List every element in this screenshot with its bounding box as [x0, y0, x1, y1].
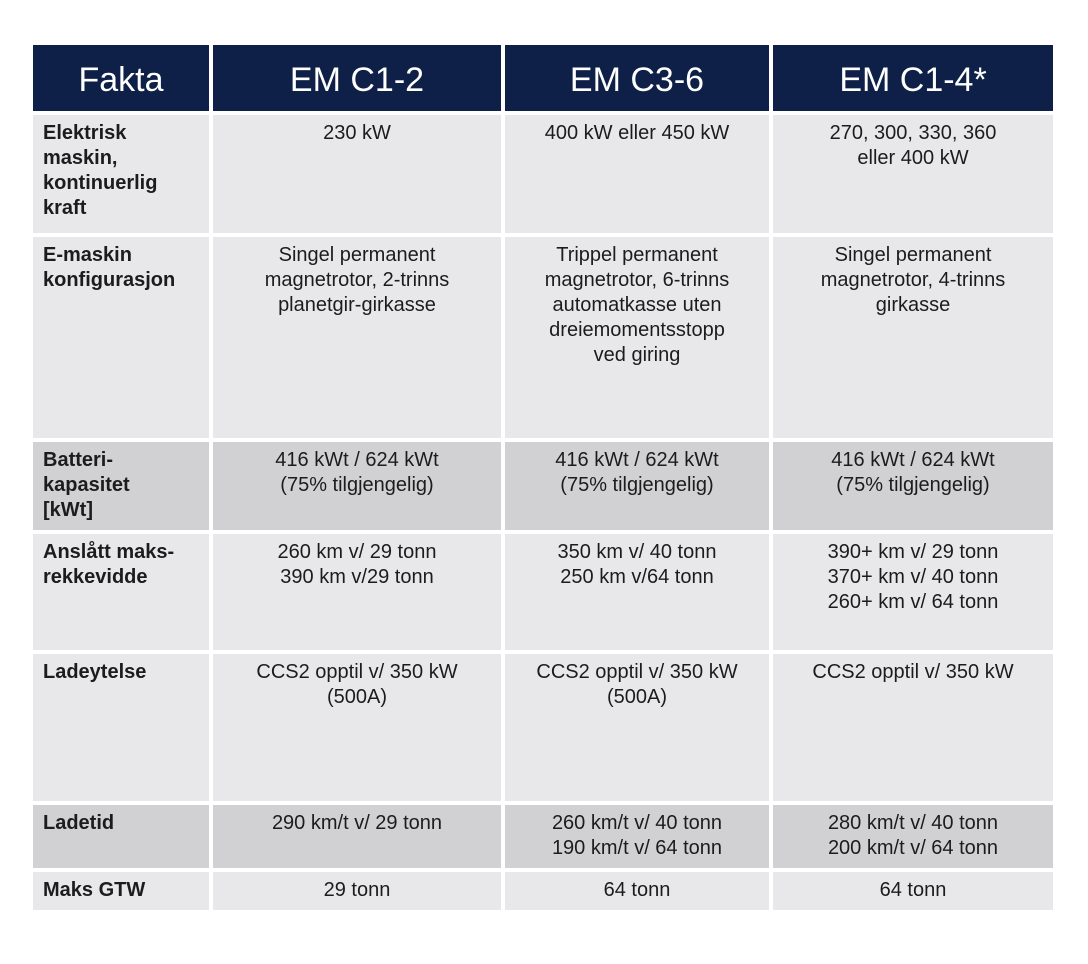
- facts-table: [33, 45, 1053, 914]
- header-fakta: Fakta: [33, 45, 213, 115]
- row-label: Elektrisk maskin, kontinuerlig kraft: [33, 115, 213, 237]
- table-cell: 230 kW: [213, 115, 505, 237]
- header-em-c1-4: EM C1-4*: [773, 45, 1053, 115]
- table-cell: 270, 300, 330, 360 eller 400 kW: [773, 115, 1053, 237]
- table-cell: 416 kWt / 624 kWt (75% tilgjengelig): [773, 442, 1053, 534]
- table-cell: CCS2 opptil v/ 350 kW: [773, 654, 1053, 805]
- row-label: Ladeytelse: [33, 654, 213, 805]
- table-cell: CCS2 opptil v/ 350 kW (500A): [505, 654, 773, 805]
- table-cell: 416 kWt / 624 kWt (75% tilgjengelig): [505, 442, 773, 534]
- table-cell: 29 tonn: [213, 872, 505, 914]
- table-cell: 290 km/t v/ 29 tonn: [213, 805, 505, 872]
- row-label: Maks GTW: [33, 872, 213, 914]
- table-row: [33, 442, 1053, 534]
- table-cell: 390+ km v/ 29 tonn 370+ km v/ 40 tonn 260+ km v/ 64 tonn: [773, 534, 1053, 654]
- table-cell: 350 km v/ 40 tonn 250 km v/64 tonn: [505, 534, 773, 654]
- table-cell: 260 km/t v/ 40 tonn 190 km/t v/ 64 tonn: [505, 805, 773, 872]
- table-row: [33, 654, 1053, 805]
- table-cell: Singel permanent magnetrotor, 2-trinns planetgir-girkasse: [213, 237, 505, 442]
- table-row: [33, 237, 1053, 442]
- row-label: Anslått maks- rekkevidde: [33, 534, 213, 654]
- table-row: [33, 805, 1053, 872]
- table-row: [33, 534, 1053, 654]
- table-cell: 400 kW eller 450 kW: [505, 115, 773, 237]
- table-cell: 64 tonn: [773, 872, 1053, 914]
- table-cell: 416 kWt / 624 kWt (75% tilgjengelig): [213, 442, 505, 534]
- table-cell: Trippel permanent magnetrotor, 6-trinns automatkasse uten dreiemomentsstopp ved giring: [505, 237, 773, 442]
- row-label: Ladetid: [33, 805, 213, 872]
- table-cell: Singel permanent magnetrotor, 4-trinns girkasse: [773, 237, 1053, 442]
- table-row: [33, 872, 1053, 914]
- row-label: E-maskin konfigurasjon: [33, 237, 213, 442]
- table-header-row: [33, 45, 1053, 115]
- table-cell: CCS2 opptil v/ 350 kW (500A): [213, 654, 505, 805]
- header-em-c3-6: EM C3-6: [505, 45, 773, 115]
- table-cell: 280 km/t v/ 40 tonn 200 km/t v/ 64 tonn: [773, 805, 1053, 872]
- table-cell: 260 km v/ 29 tonn 390 km v/29 tonn: [213, 534, 505, 654]
- row-label: Batteri- kapasitet [kWt]: [33, 442, 213, 534]
- table-row: [33, 115, 1053, 237]
- header-em-c1-2: EM C1-2: [213, 45, 505, 115]
- table-cell: 64 tonn: [505, 872, 773, 914]
